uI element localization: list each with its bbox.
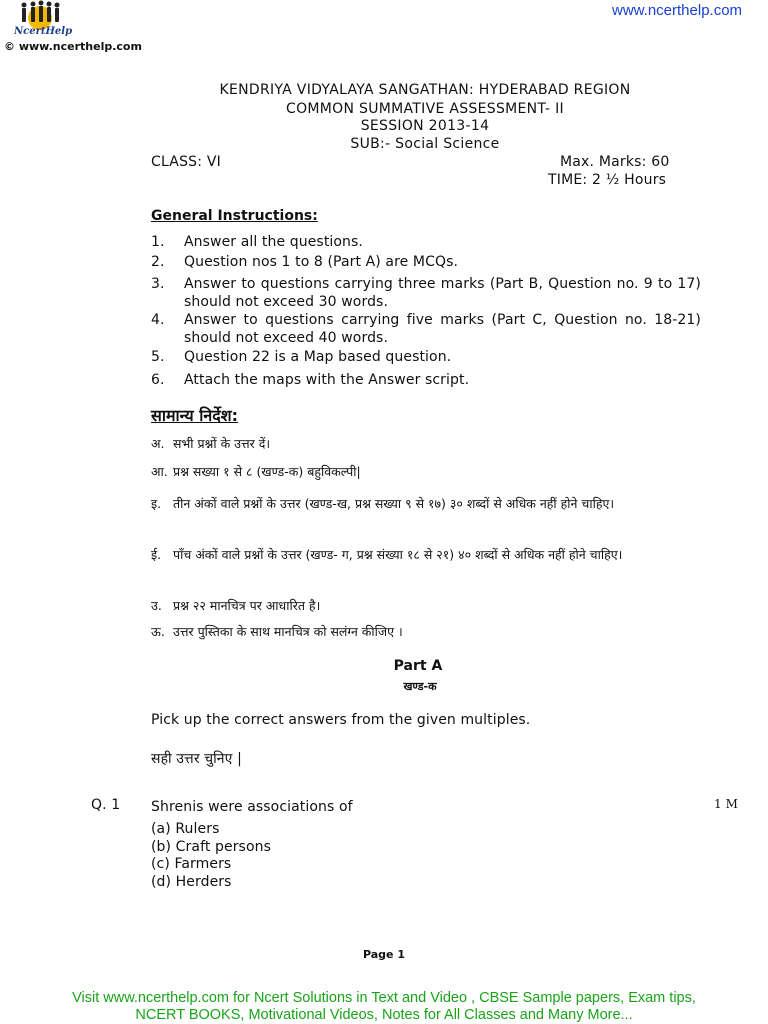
hindi-instruction-num: इ.	[151, 496, 162, 511]
time-allowed: TIME: 2 ½ Hours	[548, 172, 667, 188]
answer-option: (c) Farmers	[151, 856, 232, 872]
instruction-num: 1.	[151, 234, 165, 250]
hindi-instruction-text: प्रश्न २२ मानचित्र पर आधारित है।	[173, 598, 321, 613]
site-url-link[interactable]: www.ncerthelp.com	[612, 2, 743, 19]
part-a-title: Part A	[393, 658, 443, 674]
question-text: Shrenis were associations of	[151, 799, 353, 815]
copyright-text: © www.ncerthelp.com	[4, 40, 142, 53]
logo-text: NcertHelp	[14, 26, 73, 37]
hindi-instruction-num: आ.	[151, 464, 168, 479]
max-marks: Max. Marks: 60	[560, 154, 670, 170]
footer-line-1[interactable]: Visit www.ncerthelp.com for Ncert Solutions in Text and Video , CBSE Sample papers, Exam tips,	[72, 990, 696, 1006]
instruction-text: Answer to questions carrying three marks (Part B, Question no. 9 to 17) should not exceed 30 words.	[184, 276, 701, 310]
hindi-instruction-num: अ.	[151, 436, 165, 451]
hindi-instruction-text: पाँच अंकों वाले प्रश्नों के उत्तर (खण्ड- ग, प्रश्न संख्या १८ से २१) ४० शब्दों से अधिक नहीं होने चाहिए।	[173, 547, 623, 562]
exam-name: COMMON SUMMATIVE ASSESSMENT- II	[286, 101, 564, 117]
instruction-num: 6.	[151, 372, 165, 388]
footer-promo	[0, 990, 768, 1024]
part-a-instruction-hindi: सही उत्तर चुनिए |	[151, 751, 242, 767]
hindi-instruction-text: प्रश्न सख्या १ से ८ (खण्ड-क) बहुविकल्पी|	[173, 464, 361, 479]
answer-option: (a) Rulers	[151, 821, 220, 837]
session: SESSION 2013-14	[360, 118, 490, 134]
instruction-num: 2.	[151, 254, 165, 270]
footer-line-2[interactable]: NCERT BOOKS, Motivational Videos, Notes for All Classes and Many More...	[135, 1007, 633, 1023]
instruction-num: 3.	[151, 276, 165, 292]
page-number: Page 1	[362, 948, 405, 961]
class-label: CLASS: VI	[151, 154, 221, 170]
subject: SUB:- Social Science	[350, 136, 500, 152]
question-number: Q. 1	[91, 797, 121, 813]
instruction-text: Answer to questions carrying five marks (Part C, Question no. 18-21) should not exceed 40 words.	[184, 312, 701, 346]
question-marks: 1 M	[714, 797, 739, 811]
instruction-num: 4.	[151, 312, 165, 328]
part-a-instruction: Pick up the correct answers from the given multiples.	[151, 712, 531, 728]
general-instructions-title: General Instructions:	[151, 208, 318, 224]
hindi-instruction-num: ऊ.	[151, 624, 165, 639]
school-name: KENDRIYA VIDYALAYA SANGATHAN: HYDERABAD REGION	[219, 82, 631, 98]
answer-option: (b) Craft persons	[151, 839, 271, 855]
instruction-text: Answer all the questions.	[184, 234, 363, 250]
instruction-text: Question nos 1 to 8 (Part A) are MCQs.	[184, 254, 459, 270]
instruction-text: Attach the maps with the Answer script.	[184, 372, 470, 388]
hindi-instruction-text: सभी प्रश्नों के उत्तर दें।	[173, 436, 271, 451]
instruction-text: Question 22 is a Map based question.	[184, 349, 452, 365]
answer-option: (d) Herders	[151, 874, 232, 890]
hindi-instruction-num: ई.	[151, 547, 162, 562]
hindi-instructions-title: सामान्य निर्देश:	[151, 406, 239, 425]
part-a-hindi-title: खण्ड-क	[403, 680, 437, 693]
hindi-instruction-text: उत्तर पुस्तिका के साथ मानचित्र को सलंग्न कीजिए ।	[173, 624, 403, 639]
instruction-num: 5.	[151, 349, 165, 365]
hindi-instruction-text: तीन अंकों वाले प्रश्नों के उत्तर (खण्ड-ख, प्रश्न सख्या ९ से १७) ३० शब्दों से अधिक नहीं होने चाहिए।	[173, 496, 615, 511]
hindi-instruction-num: उ.	[151, 598, 162, 613]
